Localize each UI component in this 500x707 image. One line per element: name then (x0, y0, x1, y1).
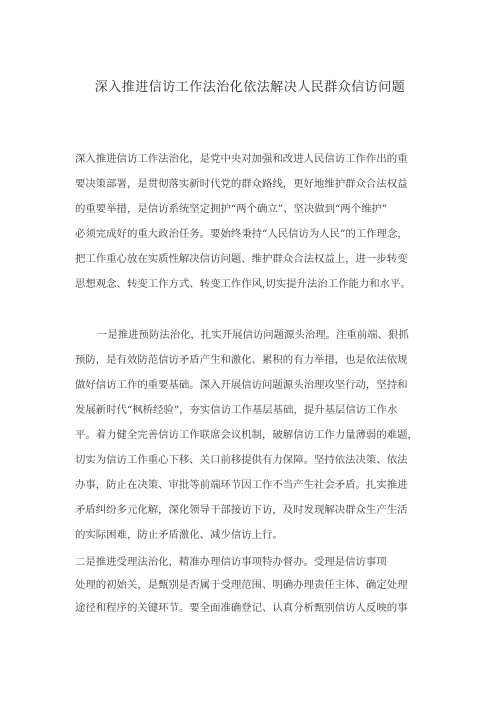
paragraph-2-line-6: 切实为信访工作重心下移、关口前移提供有力保障。坚持依法决策、依法 (75, 454, 408, 466)
paragraph-2-line-7: 办事，防止在决策、审批等前端环节因工作不当产生社会矛盾。扎实推进 (75, 479, 408, 491)
paragraph-1-line-4: 必须完成好的重大政治任务。要始终秉持“人民信访为人民”的工作理念， (75, 228, 408, 240)
paragraph-3-line-2: 处理的初始关，是甄别是否属于受理范围、明确办理责任主体、确定处理 (75, 579, 408, 591)
paragraph-2-line-4: 发展新时代“枫桥经验”，夯实信访工作基层基础，提升基层信访工作水 (75, 404, 398, 416)
paragraph-3-line-3: 途径和程序的关键环节。要全面准确登记、认真分析甄别信访人反映的事 (75, 602, 408, 614)
paragraph-3-line-1: 二是推进受理法治化，精准办理信访事项特办督办。受理是信访事项 (75, 556, 387, 568)
paragraph-1-line-5: 把工作重心放在实质性解决信访问题、维护群众合法权益上，进一步转变 (75, 253, 408, 265)
paragraph-2-line-8: 矛盾纠纷多元化解，深化领导干部接访下访，及时发现解决群众生产生活 (75, 504, 408, 516)
paragraph-2-line-3: 做好信访工作的重要基础。深入开展信访问题源头治理攻坚行动，坚持和 (75, 379, 408, 391)
paragraph-1-line-1: 深入推进信访工作法治化，是党中央对加强和改进人民信访工作作出的重 (75, 153, 408, 165)
paragraph-2-line-5: 平。着力健全完善信访工作联席会议机制，破解信访工作力量薄弱的难题， (75, 429, 418, 441)
paragraph-2-line-9: 的实际困难，防止矛盾激化、减少信访上行。 (75, 529, 283, 541)
paragraph-1-line-6: 思想观念、转变工作方式、转变工作作风,切实提升法治工作能力和水平。 (75, 278, 411, 290)
paragraph-2-line-1: 一是推进预防法治化，扎实开展信访问题源头治理。注重前端、狠抓 (97, 329, 409, 341)
paragraph-1-line-2: 要决策部署，是贯彻落实新时代党的群众路线，更好地维护群众合法权益 (75, 178, 408, 190)
paragraph-1-line-3: 的重要举措，是信访系统坚定拥护“两个确立”、坚决做到“两个维护” (75, 203, 388, 215)
paragraph-2-line-2: 预防，是有效防范信访矛盾产生和激化、累积的有力举措，也是依法依规 (75, 354, 408, 366)
document-title: 深入推进信访工作法治化依法解决人民群众信访问题 (94, 80, 406, 95)
